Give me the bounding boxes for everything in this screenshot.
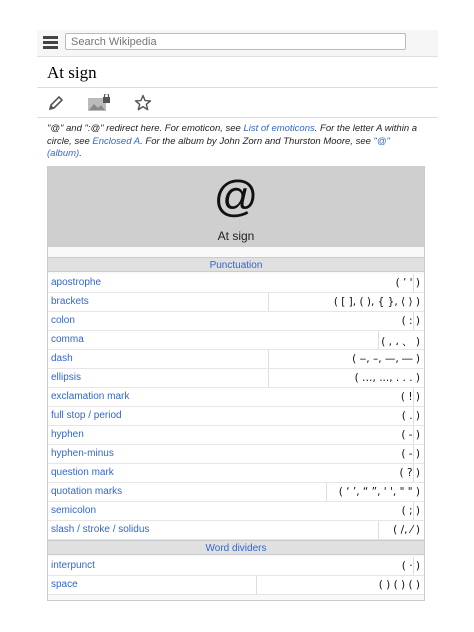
link-at-album[interactable]: "@" (album) xyxy=(47,135,390,159)
row-link[interactable]: ellipsis xyxy=(51,372,82,383)
row-glyph: ( - ) xyxy=(401,448,420,460)
star-icon[interactable] xyxy=(134,94,152,117)
infobox-symbol: @ xyxy=(213,172,259,221)
row-link[interactable]: question mark xyxy=(51,467,114,478)
row-glyph: ( [ ], ( ), { }, ⟨ ⟩ ) xyxy=(333,296,420,308)
table-row xyxy=(48,293,424,312)
row-glyph: ( . ) xyxy=(401,410,420,422)
hatnote-text: "@" and ":@" redirect here. For emoticon, see xyxy=(47,123,244,134)
edit-pencil-icon[interactable] xyxy=(47,94,65,117)
cell-divider xyxy=(268,293,269,311)
row-link[interactable]: dash xyxy=(51,353,73,364)
cell-divider xyxy=(378,331,379,349)
table-row xyxy=(48,464,424,483)
image-lock-icon[interactable] xyxy=(87,94,111,117)
table-row xyxy=(48,502,424,521)
row-link[interactable]: semicolon xyxy=(51,505,97,516)
row-glyph: ( ; ) xyxy=(401,505,420,517)
table-row xyxy=(48,407,424,426)
cell-divider xyxy=(256,576,257,594)
table-row xyxy=(48,274,424,293)
hatnote-text: . For the album by John Zorn and Thurston Moore, see xyxy=(140,135,374,147)
table-row xyxy=(48,483,424,502)
table-row xyxy=(48,445,424,464)
infobox-header xyxy=(48,167,424,247)
row-link[interactable]: comma xyxy=(51,334,84,345)
row-glyph: ( ) ( ) ( ) xyxy=(378,579,420,591)
hatnote-text: . For the letter A within a circle, see xyxy=(47,123,418,147)
row-link[interactable]: colon xyxy=(51,315,75,326)
row-glyph: ( …, ..., . . . ) xyxy=(354,372,420,384)
page-title: At sign xyxy=(47,63,97,82)
table-row xyxy=(48,369,424,388)
table-row xyxy=(48,350,424,369)
link-list-of-emoticons[interactable]: List of emoticons xyxy=(243,123,315,134)
row-glyph: ( ‒, –, —, ― ) xyxy=(352,353,420,365)
search-input[interactable] xyxy=(65,33,406,50)
infobox xyxy=(47,166,425,601)
cell-divider xyxy=(326,483,327,501)
table-row xyxy=(48,576,424,595)
table-row xyxy=(48,312,424,331)
table-row xyxy=(48,557,424,576)
divider xyxy=(37,117,438,118)
divider xyxy=(37,87,438,88)
section-header: Word dividers xyxy=(48,540,424,555)
hatnote-text: . xyxy=(79,148,82,159)
menu-icon[interactable] xyxy=(43,36,58,49)
row-link[interactable]: space xyxy=(51,579,78,590)
section-header: Punctuation xyxy=(48,257,424,272)
row-glyph: ( , ، 、 ) xyxy=(381,336,420,348)
row-link[interactable]: interpunct xyxy=(51,560,95,571)
row-link[interactable]: full stop / period xyxy=(51,410,122,421)
row-glyph: ( ! ) xyxy=(400,391,420,403)
table-row xyxy=(48,426,424,445)
cell-divider xyxy=(268,350,269,368)
row-link[interactable]: hyphen-minus xyxy=(51,448,114,459)
table-row xyxy=(48,331,424,350)
row-link[interactable]: quotation marks xyxy=(51,486,123,497)
row-glyph: ( : ) xyxy=(401,315,420,327)
link-enclosed-a[interactable]: Enclosed A xyxy=(92,135,141,147)
infobox-caption: At sign xyxy=(217,229,255,243)
row-glyph: ( ’ ' ) xyxy=(395,277,420,289)
cell-divider xyxy=(378,521,379,539)
row-link[interactable]: apostrophe xyxy=(51,277,102,288)
row-link[interactable]: hyphen xyxy=(51,429,84,440)
row-link[interactable]: brackets xyxy=(51,296,89,307)
row-glyph: ( ‘ ’, “ ”, ' ', " " ) xyxy=(338,486,420,498)
row-glyph: ( ? ) xyxy=(399,467,420,479)
row-glyph: ( /, ⁄ ) xyxy=(393,524,420,536)
cell-divider xyxy=(268,369,269,387)
hatnote xyxy=(47,123,427,161)
row-link[interactable]: exclamation mark xyxy=(51,391,130,402)
table-row xyxy=(48,521,424,540)
table-row xyxy=(48,388,424,407)
row-glyph: ( ‐ ) xyxy=(401,429,420,441)
top-bar xyxy=(37,30,438,57)
row-link[interactable]: slash / stroke / solidus xyxy=(51,524,150,535)
row-glyph: ( · ) xyxy=(401,560,420,572)
